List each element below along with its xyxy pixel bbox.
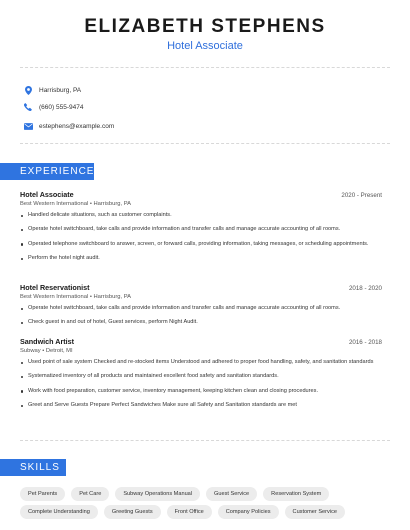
- job-bullets: [20, 212, 382, 263]
- skill-chip: Customer Service: [285, 505, 345, 519]
- job-entry: [20, 337, 382, 417]
- bullet-item: Operate hotel switchboard, take calls and provide information and transfer calls and manage accurate accounting of all rooms.: [20, 305, 382, 312]
- job-entry: [20, 190, 382, 270]
- contact-divider: [20, 143, 390, 144]
- section-heading-experience: EXPERIENCE: [0, 163, 94, 180]
- skill-chip: Guest Service: [206, 487, 257, 501]
- job-company: Best Western International • Harrisburg, PA: [20, 294, 132, 300]
- skill-chip: Company Policies: [218, 505, 279, 519]
- phone-icon: [22, 101, 34, 113]
- job-company: Subway • Detroit, MI: [20, 348, 73, 354]
- job-dates: 2018 - 2020: [348, 285, 382, 292]
- job-title: Sandwich Artist: [20, 337, 75, 346]
- candidate-name: ELIZABETH STEPHENS: [84, 16, 326, 37]
- skills-list: [20, 487, 390, 519]
- job-title: Hotel Reservationist: [20, 283, 90, 292]
- skill-chip: Pet Care: [71, 487, 109, 501]
- job-dates: 2016 - 2018: [348, 339, 382, 346]
- bullet-item: Operate hotel switchboard, take calls and provide information and transfer calls and manage accurate accounting of all rooms.: [20, 226, 382, 233]
- skill-chip: Front Office: [167, 505, 212, 519]
- bullet-item: Perform the hotel night audit.: [20, 255, 382, 262]
- bullet-item: Work with food preparation, customer service, inventory management, keeping kitchen clean and closing procedures.: [20, 388, 382, 395]
- contact-email: [22, 120, 114, 132]
- job-dates: 2020 - Present: [341, 192, 382, 199]
- job-company: Best Western International • Harrisburg, PA: [20, 201, 132, 207]
- skill-chip: Complete Understanding: [20, 505, 98, 519]
- map-pin-icon: [22, 84, 34, 96]
- bullet-item: Systematized inventory of all products and maintained excellent food safety and sanitation standards.: [20, 373, 382, 380]
- bullet-item: Operated telephone switchboard to answer, screen, or forward calls, providing information, taking messages, or scheduling appointments.: [20, 241, 382, 248]
- phone-text: (660) 555-9474: [39, 103, 84, 111]
- skill-chip: Subway Operations Manual: [115, 487, 200, 501]
- bullet-item: Used point of sale system Checked and re-stocked items Understood and adhered to proper food handling, safety, and sanitation standards: [20, 359, 382, 366]
- bullet-item: Greet and Serve Guests Prepare Perfect Sandwiches Make sure all Safety and Sanitation standards are met: [20, 402, 382, 409]
- job-bullets: [20, 359, 382, 410]
- skill-chip: Reservation System: [263, 487, 329, 501]
- header-divider: [20, 67, 390, 68]
- contact-location: [22, 84, 81, 96]
- location-text: Harrisburg, PA: [39, 86, 82, 94]
- section-heading-skills: SKILLS: [0, 459, 66, 476]
- email-text: estephens@example.com: [39, 122, 115, 130]
- bullet-item: Check guest in and out of hotel, Guest services, perform Night Audit.: [20, 319, 382, 326]
- bullet-item: Handled delicate situations, such as customer complaints.: [20, 212, 382, 219]
- skill-chip: Pet Parents: [20, 487, 65, 501]
- candidate-role: Hotel Associate: [167, 40, 243, 52]
- experience-divider: [20, 440, 390, 441]
- skill-chip: Greeting Guests: [104, 505, 161, 519]
- contact-phone: [22, 101, 83, 113]
- envelope-icon: [22, 120, 34, 132]
- job-title: Hotel Associate: [20, 190, 74, 199]
- job-bullets: [20, 305, 382, 327]
- job-entry: [20, 283, 382, 334]
